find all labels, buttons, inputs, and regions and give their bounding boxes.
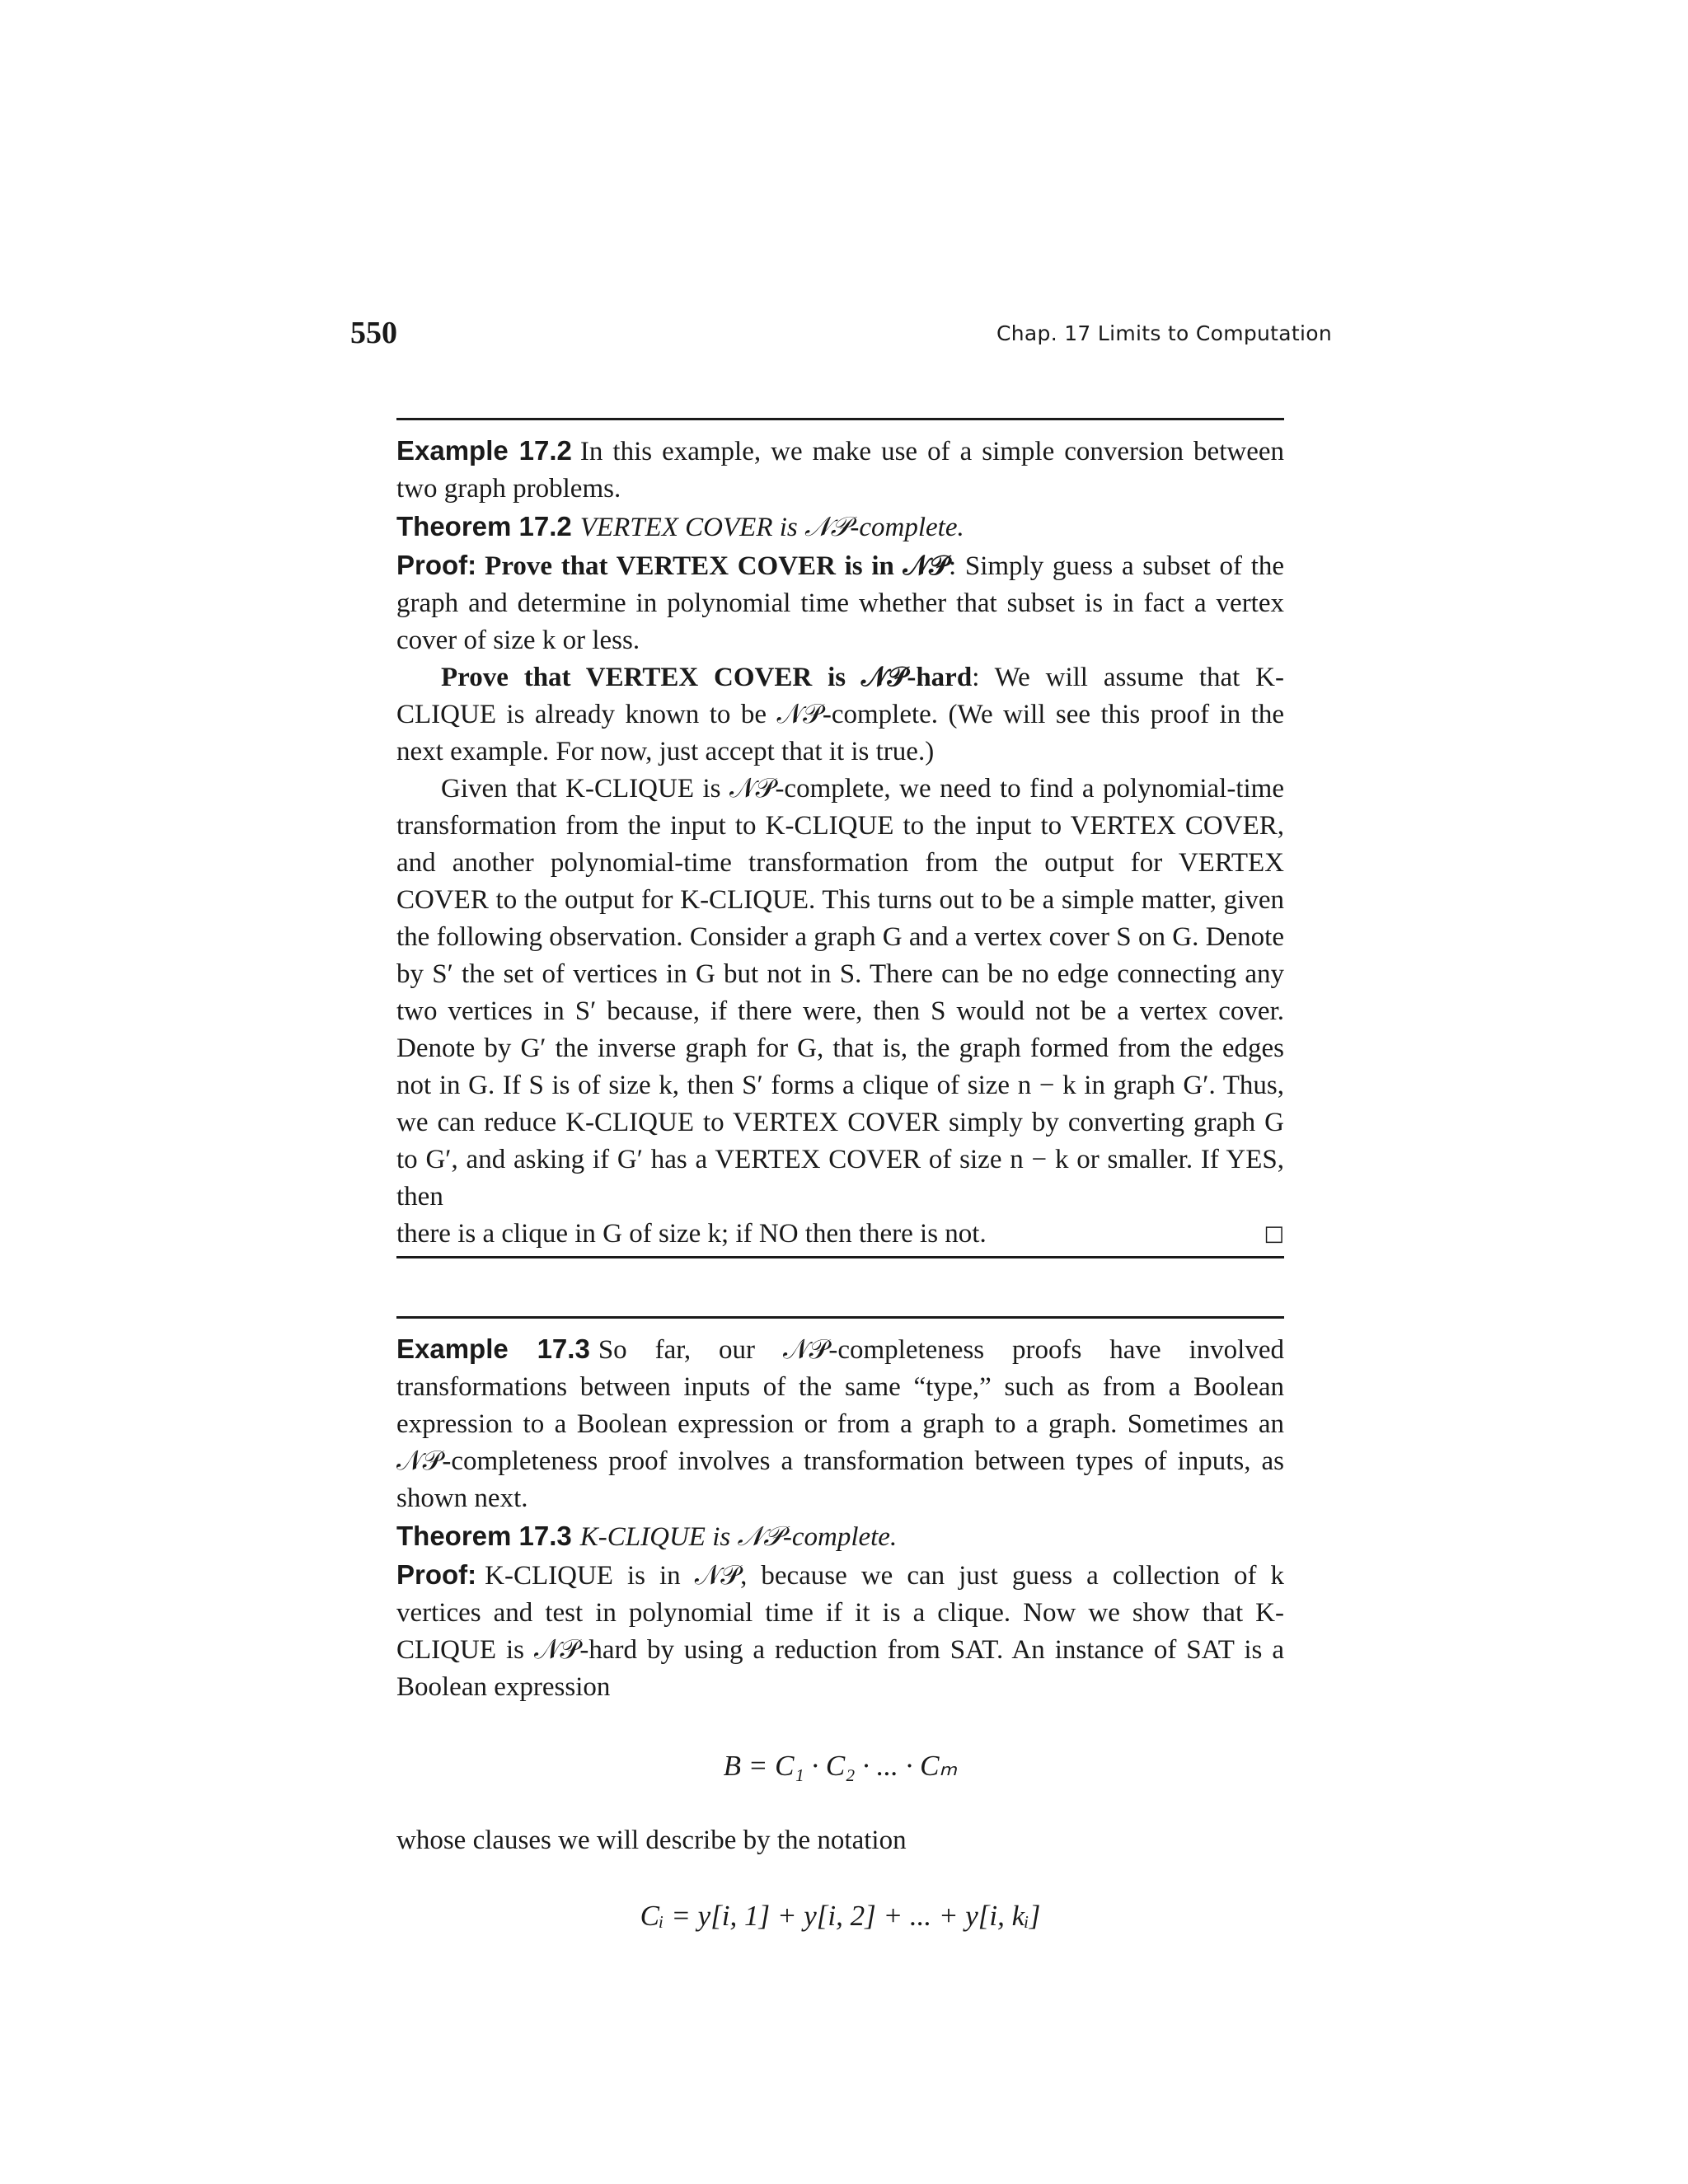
proof-last-text: there is a clique in G of size k; if NO then there is not. <box>396 1219 987 1249</box>
equation-clause-notation: Cᵢ = y[i, 1] + y[i, 2] + ... + y[i, kᵢ] <box>640 1900 1041 1932</box>
proof-text-np: : Simply guess a subset of the graph and determine in polynomial time whether that subset is in fact a vertex cover of size k or less. <box>396 551 1285 655</box>
proof-paragraph-2 <box>396 659 1284 771</box>
proof-paragraph-1 <box>396 546 1284 659</box>
running-head: Chap. 17 Limits to Computation <box>996 321 1332 345</box>
theorem-statement: K-CLIQUE is 𝒩𝒫-complete. <box>579 1522 898 1552</box>
proof-label: Proof: <box>396 550 477 580</box>
theorem-17-3 <box>396 1517 1284 1556</box>
example-text: So far, our 𝒩𝒫-completeness proofs have involved transformations between inputs of the same “type,” such as from a Boolean expression to a Boolean expression or from a graph to a graph. Sometimes an 𝒩𝒫-completeness proof involves a transformation between types of inputs, as shown next. <box>396 1335 1284 1513</box>
theorem-17-2 <box>396 508 1284 546</box>
theorem-label: Theorem 17.3 <box>396 1521 572 1551</box>
clause-notation-text: whose clauses we will describe by the notation <box>396 1825 907 1855</box>
proof-heading-np-hard: Prove that VERTEX COVER is 𝒩𝒫-hard <box>441 663 973 692</box>
example-17-2-intro <box>396 432 1284 508</box>
theorem-statement: VERTEX COVER is 𝒩𝒫-complete. <box>579 513 964 542</box>
proof-paragraph-3: Given that K-CLIQUE is 𝒩𝒫-complete, we need to find a polynomial-time transformation from the input to K-CLIQUE to the input to VERTEX COVER, and another polynomial-time transformation from the output for VERTEX COVER to the output for K-CLIQUE. This turns out to be a simple matter, given the following observation. Consider a graph G and a vertex cover S on G. Denote by S′ the set of vertices in G but not in S. There can be no edge connecting any two vertices in S′ because, if there were, then S would not be a vertex cover. Denote by G′ the inverse graph for G, that is, the graph formed from the edges not in G. If S is of size k, then S′ forms a clique of size n − k in graph G′. Thus, we can reduce K-CLIQUE to VERTEX COVER simply by converting graph G to G′, and asking if G′ has a VERTEX COVER of size n − k or smaller. If YES, then <box>396 774 1284 1212</box>
proof-text: K-CLIQUE is in 𝒩𝒫, because we can just guess a collection of k vertices and test in polynomial time if it is a clique. Now we show that K-CLIQUE is 𝒩𝒫-hard by using a reduction from SAT. An instance of SAT is a Boolean expression <box>396 1561 1284 1702</box>
example-text: In this example, we make use of a simple conversion between two graph problems. <box>396 437 1284 504</box>
proof-last-line <box>396 1216 1284 1253</box>
example-label: Example 17.3 <box>396 1333 590 1364</box>
proof-label: Proof: <box>396 1559 477 1590</box>
proof-text-np-hard: : We will assume that K-CLIQUE is already known to be 𝒩𝒫-complete. (We will see this proof in the next example. For now, just accept that it is true.) <box>396 663 1284 766</box>
theorem-label: Theorem 17.2 <box>396 511 572 541</box>
page-number: 550 <box>350 316 397 350</box>
proof-heading-np: Prove that VERTEX COVER is in 𝒩𝒫 <box>485 551 949 581</box>
example-label: Example 17.2 <box>396 435 572 466</box>
example-17-2-box <box>396 418 1284 1258</box>
equation-boolean-expression: B = C₁ · C₂ · ... · Cₘ <box>723 1750 958 1782</box>
qed-icon: □ <box>1264 1221 1284 1246</box>
example-17-3-intro <box>396 1330 1284 1517</box>
example-17-3-box <box>396 1316 1284 1934</box>
proof-paragraph <box>396 1556 1284 1706</box>
